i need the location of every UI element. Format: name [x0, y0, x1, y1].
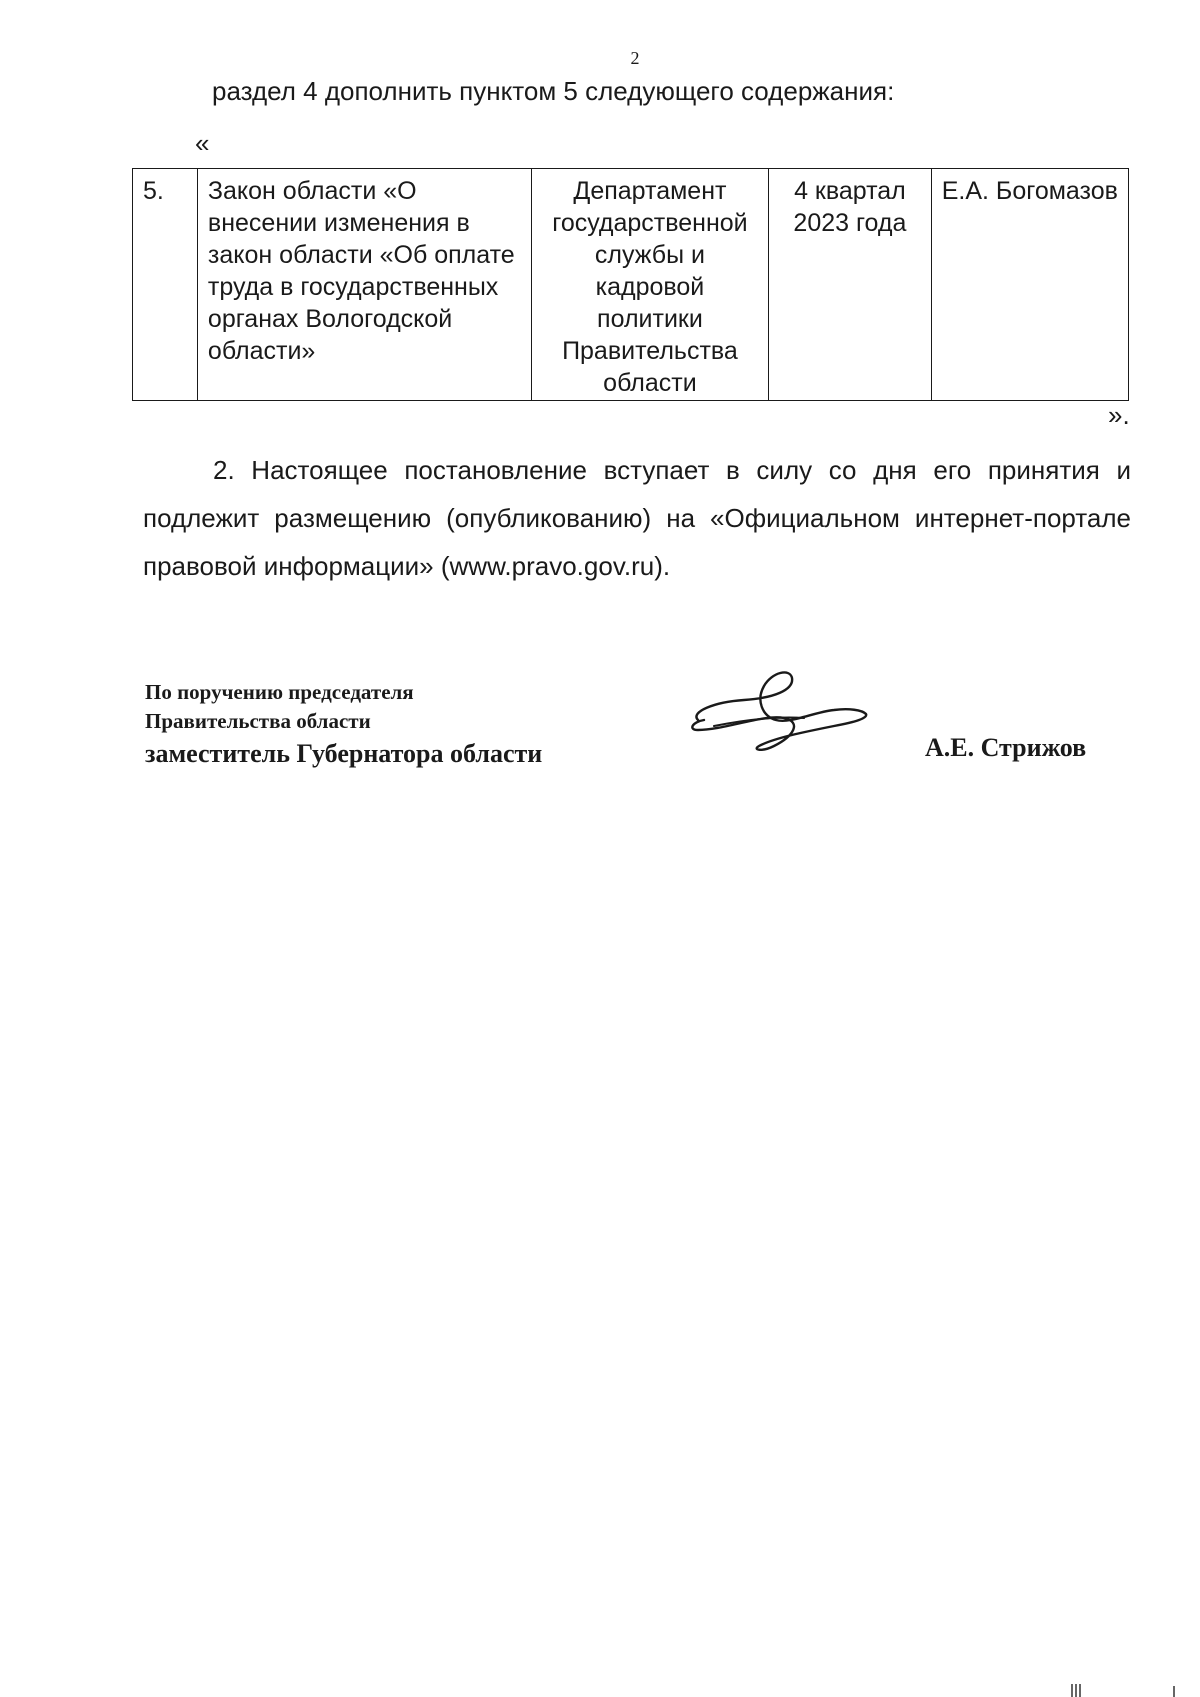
signatory-line-3: заместитель Губернатора области — [145, 739, 543, 768]
department-cell: Департамент государственной службы и кадровой политики Правительства области — [531, 169, 769, 401]
signatory-title — [145, 678, 542, 772]
main-paragraph: 2. Настоящее постановление вступает в силу со дня его принятия и подлежит размещению (опубликованию) на «Официальном интернет-портале правовой информации» (www.pravo.gov.ru). — [143, 455, 1131, 581]
table-row — [133, 169, 1129, 401]
signatory-name: А.Е. Стрижов — [925, 733, 1087, 762]
signatory-line-1: По поручению председателя — [145, 680, 414, 704]
law-title-cell: Закон области «О внесении изменения в закон области «Об оплате труда в государственных органах Вологодской области» — [197, 169, 531, 401]
opening-quote: « — [195, 128, 210, 158]
page-number: 2 — [630, 48, 640, 68]
scan-marks — [1070, 1682, 1180, 1697]
responsible-cell: Е.А. Богомазов — [931, 169, 1128, 401]
closing-quote: ». — [1108, 400, 1130, 430]
term-cell: 4 квартал 2023 года — [769, 169, 931, 401]
signatory-line-2: Правительства области — [145, 709, 371, 733]
row-number-cell: 5. — [133, 169, 198, 401]
intro-text: раздел 4 дополнить пунктом 5 следующего содержания: — [212, 76, 895, 106]
handwritten-signature — [684, 660, 874, 755]
amendment-table — [132, 168, 1129, 401]
